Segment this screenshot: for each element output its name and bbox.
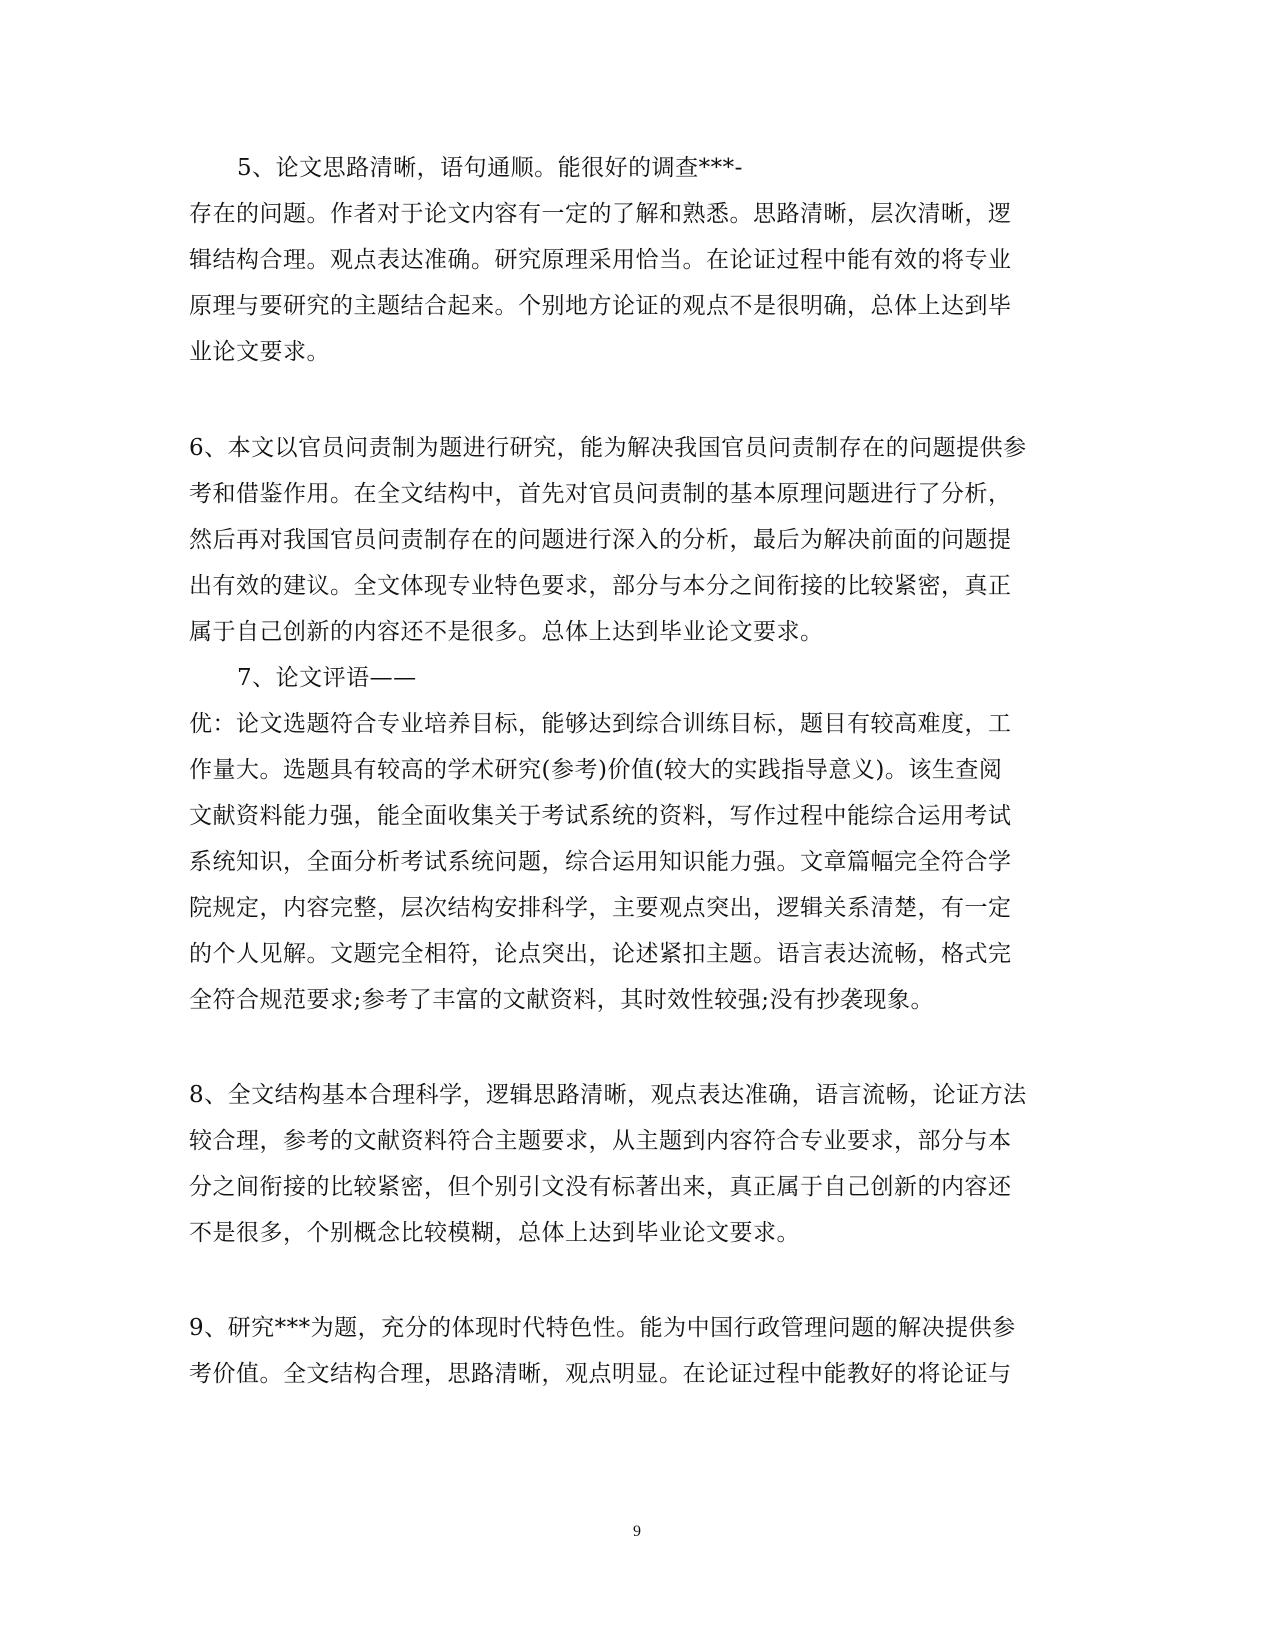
paragraph-7-line-2: 优：论文选题符合专业培养目标，能够达到综合训练目标，题目有较高难度，工: [189, 711, 1012, 737]
paragraph-8-line-1: 8、全文结构基本合理科学，逻辑思路清晰，观点表达准确，语言流畅，论证方法: [189, 1082, 1027, 1108]
paragraph-8-line-3: 分之间衔接的比较紧密，但个别引文没有标著出来，真正属于自己创新的内容还: [189, 1174, 1012, 1200]
paragraph-5-line-2: 存在的问题。作者对于论文内容有一定的了解和熟悉。思路清晰，层次清晰，逻: [189, 201, 1012, 227]
paragraph-7-line-8: 全符合规范要求;参考了丰富的文献资料，其时效性较强;没有抄袭现象。: [189, 987, 934, 1013]
paragraph-6-line-4: 出有效的建议。全文体现专业特色要求，部分与本分之间衔接的比较紧密，真正: [189, 573, 1012, 599]
paragraph-7-line-7: 的个人见解。文题完全相符，论点突出，论述紧扣主题。语言表达流畅，格式完: [189, 941, 1012, 967]
paragraph-7-line-5: 系统知识，全面分析考试系统问题，综合运用知识能力强。文章篇幅完全符合学: [189, 849, 1012, 875]
paragraph-5-line-3: 辑结构合理。观点表达准确。研究原理采用恰当。在论证过程中能有效的将专业: [189, 247, 1012, 273]
paragraph-6-line-3: 然后再对我国官员问责制存在的问题进行深入的分析，最后为解决前面的问题提: [189, 527, 1012, 553]
paragraph-5-line-1: 5、论文思路清晰，语句通顺。能很好的调查***-: [237, 155, 743, 181]
paragraph-9-line-2: 考价值。全文结构合理，思路清晰，观点明显。在论证过程中能教好的将论证与: [189, 1361, 1012, 1387]
page-number: 9: [633, 1523, 641, 1540]
paragraph-8-line-2: 较合理，参考的文献资料符合主题要求，从主题到内容符合专业要求，部分与本: [189, 1128, 1012, 1154]
paragraph-6-line-1: 6、本文以官员问责制为题进行研究，能为解决我国官员问责制存在的问题提供参: [189, 435, 1027, 461]
paragraph-9-line-1: 9、研究***为题，充分的体现时代特色性。能为中国行政管理问题的解决提供参: [189, 1315, 1016, 1341]
paragraph-7-line-3: 作量大。选题具有较高的学术研究(参考)价值(较大的实践指导意义)。该生查阅: [189, 757, 1003, 783]
paragraph-6-line-2: 考和借鉴作用。在全文结构中，首先对官员问责制的基本原理问题进行了分析，: [189, 481, 1012, 507]
paragraph-5-line-4: 原理与要研究的主题结合起来。个别地方论证的观点不是很明确，总体上达到毕: [189, 293, 1012, 319]
paragraph-7-line-6: 院规定，内容完整，层次结构安排科学，主要观点突出，逻辑关系清楚，有一定: [189, 895, 1012, 921]
paragraph-6-line-5: 属于自己创新的内容还不是很多。总体上达到毕业论文要求。: [189, 619, 824, 645]
paragraph-5-line-5: 业论文要求。: [189, 339, 330, 365]
paragraph-7-line-4: 文献资料能力强，能全面收集关于考试系统的资料，写作过程中能综合运用考试: [189, 803, 1012, 829]
paragraph-7-line-1: 7、论文评语——: [237, 665, 417, 691]
paragraph-8-line-4: 不是很多，个别概念比较模糊，总体上达到毕业论文要求。: [189, 1220, 800, 1246]
